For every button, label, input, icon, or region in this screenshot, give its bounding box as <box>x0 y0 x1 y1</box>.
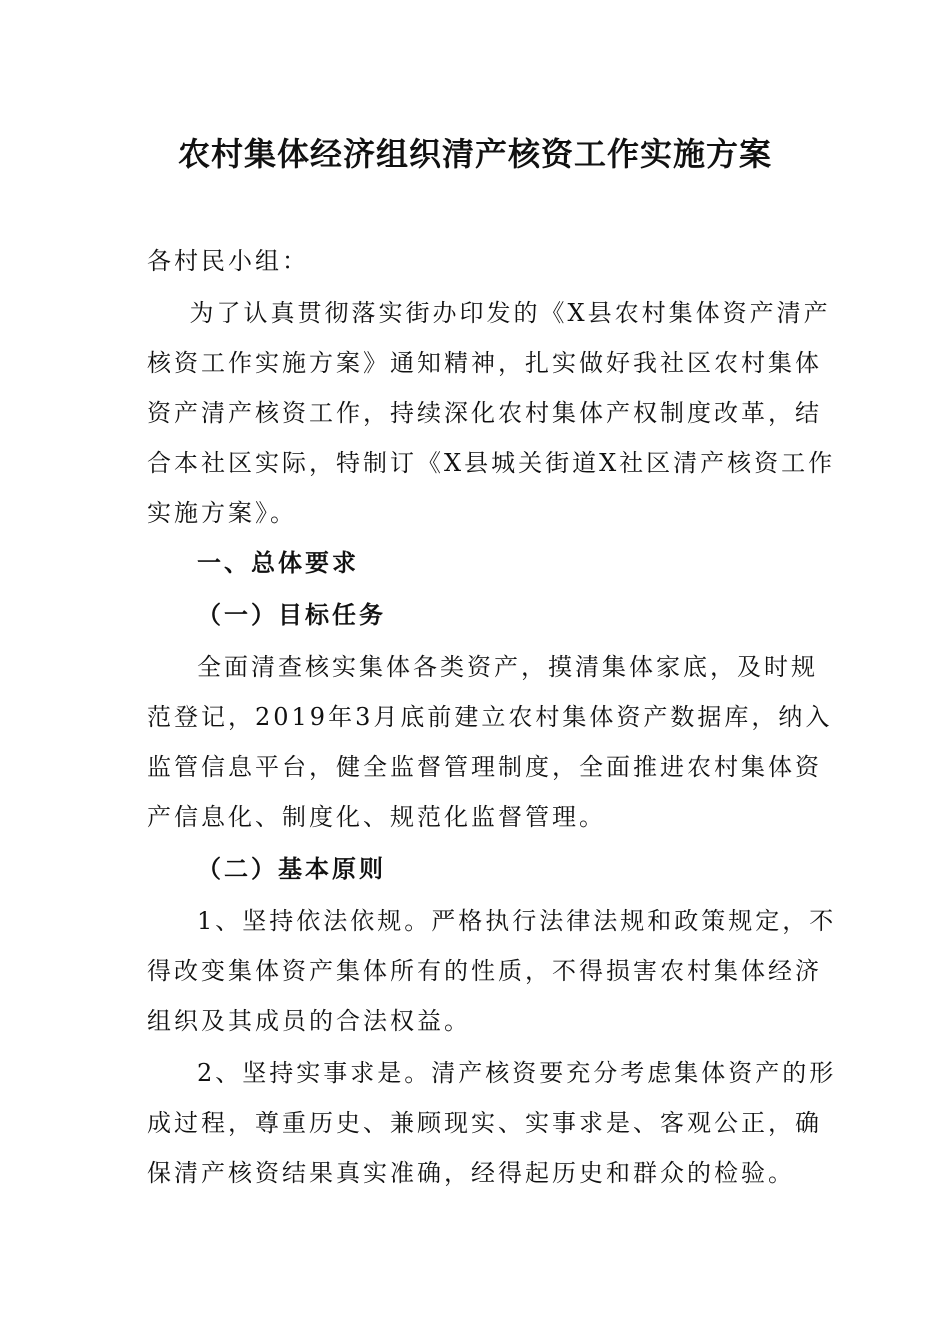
principle-2-line-3: 保清产核资结果真实准确，经得起历史和群众的检验。 <box>147 1159 795 1187</box>
goal-line-2: 范登记，2019年3月底前建立农村集体资产数据库，纳入 <box>147 703 833 731</box>
principle-2-line-2: 成过程，尊重历史、兼顾现实、实事求是、客观公正，确 <box>147 1109 822 1137</box>
intro-line-1: 为了认真贯彻落实街办印发的《X县农村集体资产清产 <box>147 299 831 327</box>
subsection-heading-1: （一）目标任务 <box>197 601 386 629</box>
section-heading-1: 一、总体要求 <box>197 549 359 577</box>
goal-line-4: 产信息化、制度化、规范化监督管理。 <box>147 803 606 831</box>
principle-1-line-1: 1、坚持依法依规。严格执行法律法规和政策规定，不 <box>197 907 837 935</box>
salutation: 各村民小组： <box>147 247 309 275</box>
goal-line-3: 监管信息平台，健全监督管理制度，全面推进农村集体资 <box>147 753 822 781</box>
goal-line-1: 全面清查核实集体各类资产，摸清集体家底，及时规 <box>197 653 818 681</box>
intro-line-4: 合本社区实际，特制订《X县城关街道X社区清产核资工作 <box>147 449 836 477</box>
intro-line-3: 资产清产核资工作，持续深化农村集体产权制度改革，结 <box>147 399 822 427</box>
principle-1-line-2: 得改变集体资产集体所有的性质，不得损害农村集体经济 <box>147 957 822 985</box>
document-title: 农村集体经济组织清产核资工作实施方案 <box>177 135 772 173</box>
subsection-heading-2: （二）基本原则 <box>197 855 386 883</box>
intro-line-2: 核资工作实施方案》通知精神，扎实做好我社区农村集体 <box>147 349 822 377</box>
intro-line-5: 实施方案》。 <box>147 499 297 527</box>
principle-1-line-3: 组织及其成员的合法权益。 <box>147 1007 471 1035</box>
principle-2-line-1: 2、坚持实事求是。清产核资要充分考虑集体资产的形 <box>197 1059 837 1087</box>
